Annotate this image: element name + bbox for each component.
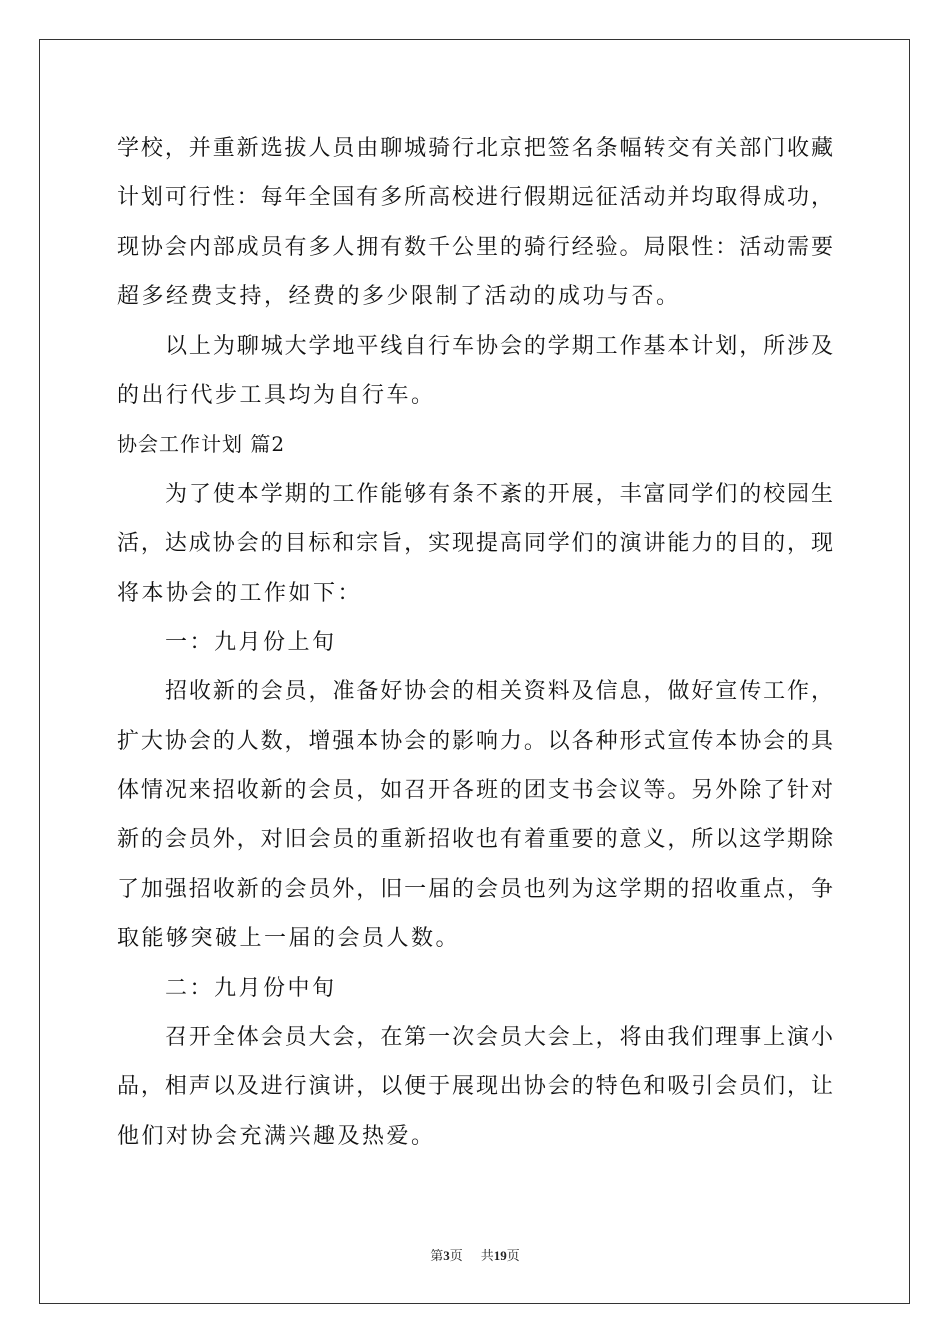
text-line: 取能够突破上一届的会员人数。 [117,926,461,952]
text-line: 为了使本学期的工作能够有条不紊的开展，丰富同学们的校园生 [165,481,833,507]
text-line: 以上为聊城大学地平线自行车协会的学期工作基本计划，所涉及 [165,333,833,359]
text-line: 将本协会的工作如下： [117,580,363,606]
text-line: 计划可行性：每年全国有多所高校进行假期远征活动并均取得成功， [117,185,833,211]
total-pages: 19 [493,1248,507,1263]
section-heading: 协会工作计划 篇2 [117,432,286,457]
text-line: 超多经费支持，经费的多少限制了活动的成功与否。 [117,284,681,310]
text-line: 学校，并重新选拔人员由聊城骑行北京把签名条幅转交有关部门收藏 [117,136,833,161]
text-line: 现协会内部成员有多人拥有数千公里的骑行经验。局限性：活动需要 [117,234,833,260]
text-line: 体情况来招收新的会员，如召开各班的团支书会议等。另外除了针对 [117,778,833,804]
text-line: 的出行代步工具均为自行车。 [117,382,436,408]
subsection-heading: 一：九月份上旬 [165,629,337,655]
text-line: 招收新的会员，准备好协会的相关资料及信息，做好宣传工作， [165,679,833,705]
page-suffix: 页 [449,1248,463,1263]
total-prefix: 共 [480,1248,494,1263]
text-line: 扩大协会的人数，增强本协会的影响力。以各种形式宣传本协会的具 [117,728,833,754]
text-line: 他们对协会充满兴趣及热爱。 [117,1123,436,1149]
text-line: 了加强招收新的会员外，旧一届的会员也列为这学期的招收重点，争 [117,876,833,902]
total-suffix: 页 [506,1248,520,1263]
page-footer [0,1245,950,1264]
text-line: 品，相声以及进行演讲，以便于展现出协会的特色和吸引会员们，让 [117,1074,833,1100]
text-line: 召开全体会员大会，在第一次会员大会上，将由我们理事上演小 [165,1025,833,1051]
page-number: 3 [443,1248,450,1263]
text-line: 活，达成协会的目标和宗旨，实现提高同学们的演讲能力的目的，现 [117,531,833,557]
subsection-heading: 二：九月份中旬 [165,975,337,1001]
document-body [117,124,833,1161]
page-prefix: 第 [430,1248,444,1263]
text-line: 新的会员外，对旧会员的重新招收也有着重要的意义，所以这学期除 [117,827,833,853]
